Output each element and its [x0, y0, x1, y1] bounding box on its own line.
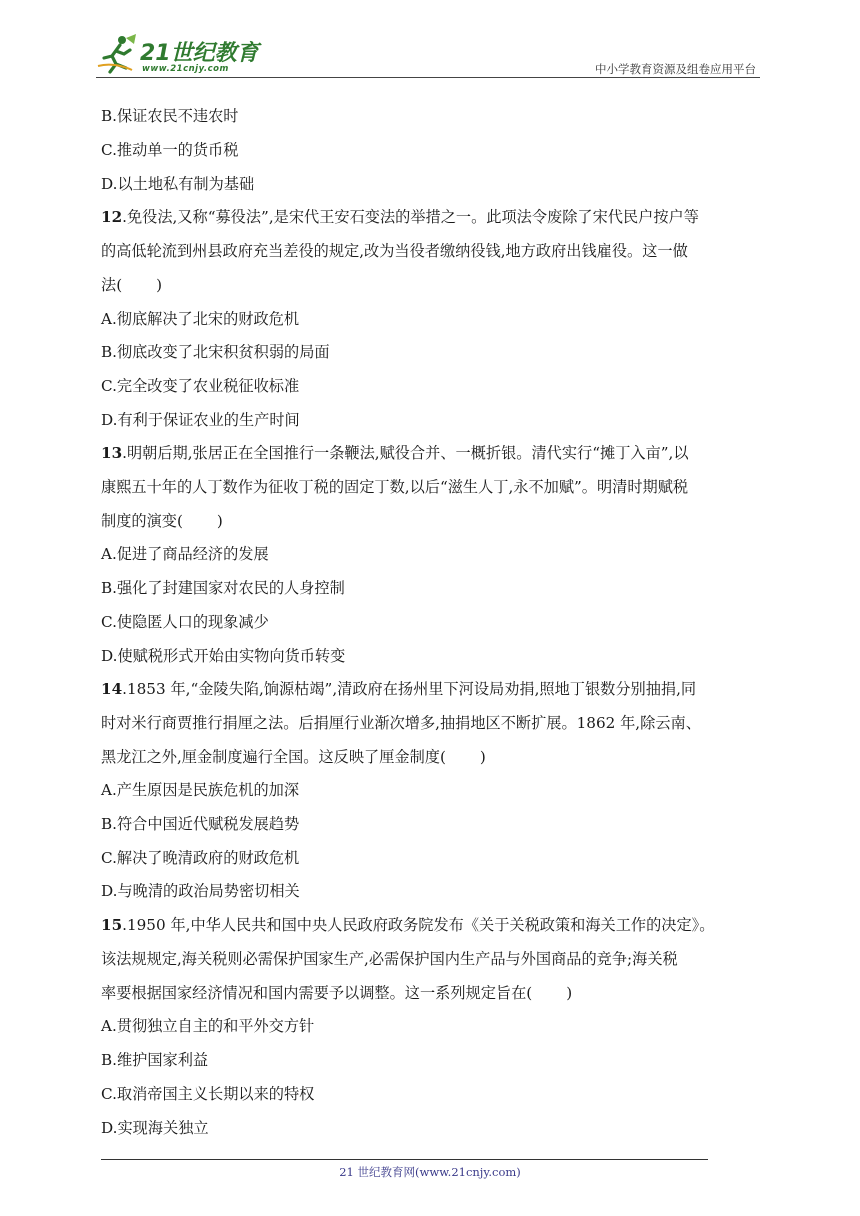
option-line: A.产生原因是民族危机的加深: [101, 781, 300, 799]
footer-divider: [101, 1159, 708, 1160]
stem-line: [101, 983, 572, 1003]
question-15-stem: [101, 915, 714, 935]
question-12-stem: [101, 207, 699, 227]
stem-text: .1950 年,中华人民共和国中央人民政府政务院发布《关于关税政策和海关工作的决定》。: [122, 916, 715, 934]
option-line: B.维护国家利益: [101, 1051, 209, 1069]
option-line: C.完全改变了农业税征收标准: [101, 377, 300, 395]
option-line: D.有利于保证农业的生产时间: [101, 411, 300, 429]
page-header: [96, 30, 760, 78]
option-line: C.使隐匿人口的现象减少: [101, 613, 269, 631]
stem-text: ): [216, 512, 223, 530]
stem-line: 时对米行商贾推行捐厘之法。后捐厘行业渐次增多,抽捐地区不断扩展。1862 年,除云南、: [101, 714, 701, 732]
stem-text: .明朝后期,张居正在全国推行一条鞭法,赋役合并、一概折银。清代实行“摊丁入亩”,以: [122, 444, 689, 462]
option-line: B.强化了封建国家对农民的人身控制: [101, 579, 345, 597]
stem-text: .1853 年,“金陵失陷,饷源枯竭”,清政府在扬州里下河设局劝捐,照地丁银数分别抽捐,同: [122, 680, 697, 698]
option-line: D.以土地私有制为基础: [101, 175, 255, 193]
platform-name: 中小学教育资源及组卷应用平台: [595, 62, 756, 76]
stem-text: 率要根据国家经济情况和国内需要予以调整。这一系列规定旨在(: [101, 984, 533, 1002]
stem-line: [101, 275, 162, 295]
question-number: 13: [101, 444, 123, 462]
question-13-stem: [101, 443, 689, 463]
question-number: 15: [101, 916, 123, 934]
question-14-stem: [101, 679, 696, 699]
question-number: 14: [101, 680, 123, 698]
stem-line: [101, 511, 223, 531]
question-number: 12: [101, 208, 123, 226]
stem-text: ): [479, 748, 486, 766]
header-divider: [96, 77, 760, 78]
option-line: A.贯彻独立自主的和平外交方针: [101, 1017, 315, 1035]
option-line: D.使赋税形式开始由实物向货币转变: [101, 647, 346, 665]
stem-text: 制度的演变(: [101, 512, 183, 530]
stem-line: 该法规规定,海关税则必需保护国家生产,必需保护国内生产品与外国商品的竞争;海关税: [101, 950, 678, 968]
runner-logo-icon: [96, 32, 140, 76]
option-line: D.实现海关独立: [101, 1119, 209, 1137]
logo: [96, 32, 266, 76]
logo-text: 21世纪教育: [140, 41, 259, 66]
stem-text: ): [156, 276, 163, 294]
logo-url: www.21cnjy.com: [142, 64, 229, 74]
stem-line: 的高低轮流到州县政府充当差役的规定,改为当役者缴纳役钱,地方政府出钱雇役。这一做: [101, 242, 688, 260]
option-line: A.促进了商品经济的发展: [101, 545, 269, 563]
option-line: B.符合中国近代赋税发展趋势: [101, 815, 300, 833]
option-line: D.与晚清的政治局势密切相关: [101, 882, 300, 900]
option-line: C.解决了晚清政府的财政危机: [101, 849, 300, 867]
option-line: C.取消帝国主义长期以来的特权: [101, 1085, 315, 1103]
stem-text: 法(: [101, 276, 123, 294]
option-line: B.保证农民不违农时: [101, 107, 239, 125]
stem-text: ): [566, 984, 573, 1002]
option-line: B.彻底改变了北宋积贫积弱的局面: [101, 343, 330, 361]
footer-text: 21 世纪教育网(www.21cnjy.com): [339, 1165, 521, 1179]
option-line: C.推动单一的货币税: [101, 141, 239, 159]
stem-text: 黑龙江之外,厘金制度遍行全国。这反映了厘金制度(: [101, 748, 446, 766]
option-line: A.彻底解决了北宋的财政危机: [101, 310, 300, 328]
stem-line: 康熙五十年的人丁数作为征收丁税的固定丁数,以后“滋生人丁,永不加赋”。明清时期赋税: [101, 478, 689, 496]
stem-line: [101, 747, 486, 767]
stem-text: .免役法,又称“募役法”,是宋代王安石变法的举措之一。此项法令废除了宋代民户按户等: [122, 208, 699, 226]
